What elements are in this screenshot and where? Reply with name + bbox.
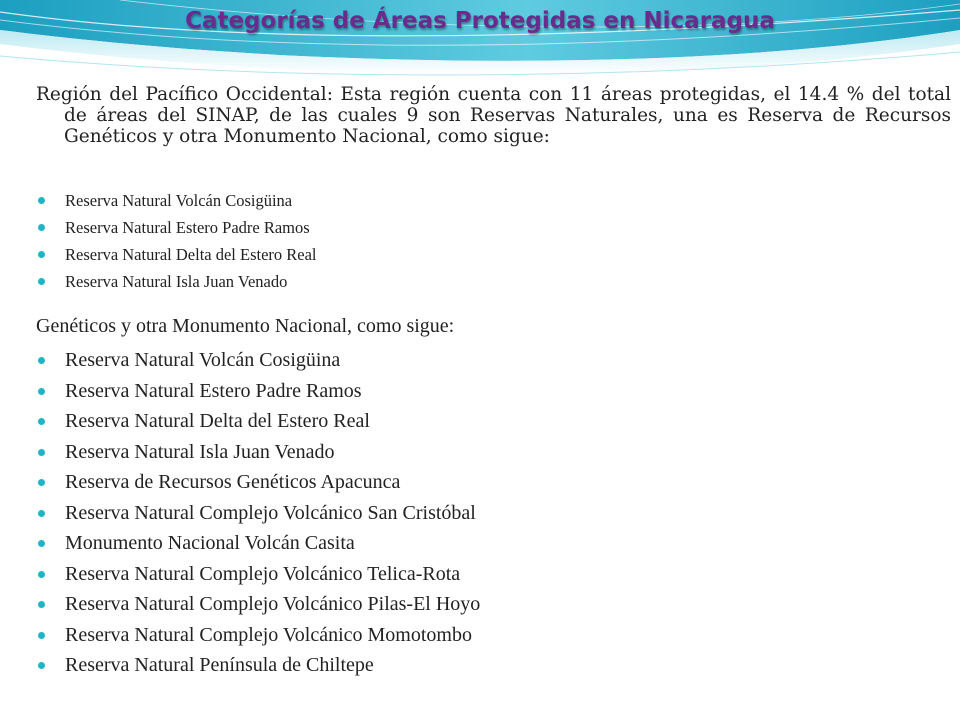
list-item: Reserva Natural Isla Juan Venado bbox=[65, 270, 317, 297]
list-item: Reserva Natural Complejo Volcánico Pilas-El Hoyo bbox=[65, 590, 480, 621]
list-item: Reserva Natural Delta del Estero Real bbox=[65, 407, 480, 438]
list-item: Reserva Natural Complejo Volcánico San Cristóbal bbox=[65, 499, 480, 530]
slide-title: Categorías de Áreas Protegidas en Nicaragua bbox=[185, 8, 775, 34]
list-item: Monumento Nacional Volcán Casita bbox=[65, 529, 480, 560]
protected-areas-short-list bbox=[65, 189, 317, 297]
list-item: Reserva Natural Isla Juan Venado bbox=[65, 438, 480, 469]
list-item: Reserva Natural Estero Padre Ramos bbox=[65, 216, 317, 243]
list-item: Reserva Natural Volcán Cosigüina bbox=[65, 346, 480, 377]
list-item: Reserva Natural Estero Padre Ramos bbox=[65, 377, 480, 408]
list-item: Reserva Natural Volcán Cosigüina bbox=[65, 189, 317, 216]
subheading: Genéticos y otra Monumento Nacional, como sigue: bbox=[36, 315, 455, 337]
list-item: Reserva de Recursos Genéticos Apacunca bbox=[65, 468, 480, 499]
protected-areas-full-list bbox=[65, 346, 480, 682]
list-item: Reserva Natural Complejo Volcánico Momotombo bbox=[65, 621, 480, 652]
list-item: Reserva Natural Delta del Estero Real bbox=[65, 243, 317, 270]
list-item: Reserva Natural Complejo Volcánico Telica-Rota bbox=[65, 560, 480, 591]
intro-paragraph: Región del Pacífico Occidental: Esta región cuenta con 11 áreas protegidas, el 14.4 % del total de áreas del SINAP, de las cuales 9 son Reservas Naturales, una es Reserva de Recursos Genéticos y otra Monumento Nacional, como sigue: bbox=[36, 84, 951, 147]
list-item: Reserva Natural Península de Chiltepe bbox=[65, 651, 480, 682]
